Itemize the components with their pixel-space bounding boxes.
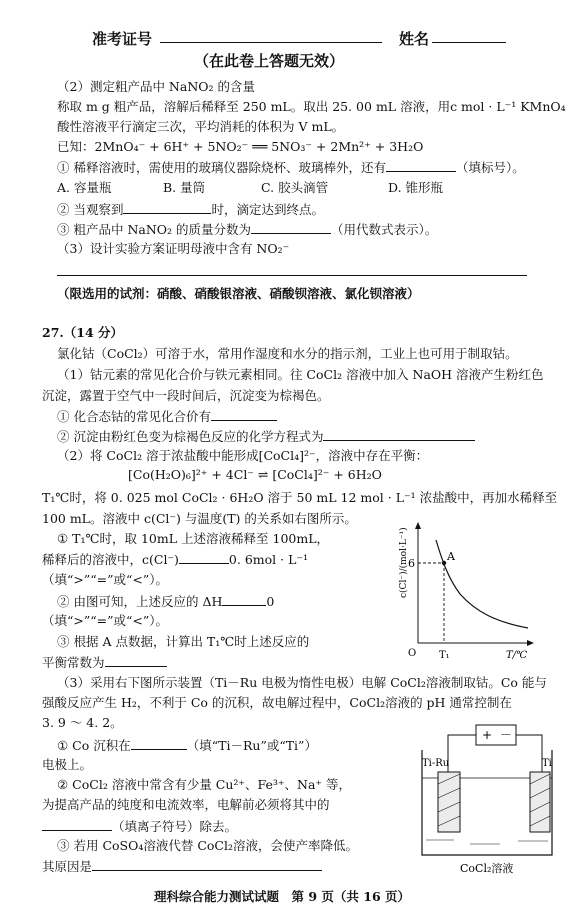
sub2-blank[interactable] [123, 201, 211, 214]
q27-2-sub2 [57, 593, 274, 609]
q27-3-sub1-line2: 电极上。 [42, 757, 93, 772]
electrode-ti-ru [438, 772, 460, 832]
q27-2-sub1-blank[interactable] [179, 551, 229, 564]
q26-2-title: （2）测定粗产品中 NaNO₂ 的含量 [57, 79, 255, 94]
exam-id-label: 准考证号 [92, 30, 153, 48]
q26-2-line1: 称取 m g 粗产品，溶解后稀释至 250 mL。取出 25. 00 mL 溶液，用c mol · L⁻¹ KMnO₄ [57, 99, 566, 114]
label-ti-ru: Ti-Ru [422, 758, 450, 769]
q26-2-reaction [57, 139, 423, 154]
y-axis-label: c(Cl⁻)/(mol·L⁻¹) [399, 527, 409, 598]
q27-2-sub3-line1: ③ 根据 A 点数据，计算出 T₁℃时上述反应的 [57, 634, 310, 649]
y-axis-arrow [415, 522, 421, 529]
minus-sign: － [500, 728, 513, 742]
sub1-tail: （填标号）。 [455, 160, 525, 175]
cl-concentration-graph [388, 518, 538, 666]
q27-2-sub1-value: 0. 6mol · L⁻¹ [228, 552, 308, 567]
q26-3-answer-line[interactable] [57, 275, 527, 276]
wire-left [448, 735, 476, 772]
sub1-blank[interactable] [386, 159, 456, 172]
q27-2-equilibrium: [Co(H₂O)₆]²⁺ + 4Cl⁻ ⇌ [CoCl₄]²⁻ + 6H₂O [128, 467, 382, 482]
name-label: 姓名 [399, 30, 430, 48]
q26-2-sub2 [57, 201, 324, 217]
page-footer: 理科综合能力测试试题 第 9 页（共 16 页） [154, 889, 411, 904]
y-tick-6: 6 [408, 557, 415, 570]
q27-2-sub1-text: 稀释后的溶液中，c(Cl⁻) [42, 552, 179, 567]
reaction-prefix: 已知： [57, 139, 95, 154]
q27-3-sub2-line1: ② CoCl₂ 溶液中常含有少量 Cu²⁺、Fe³⁺、Na⁺ 等， [57, 777, 351, 792]
q27-3-sub1-tail: （填“Ti－Ru”或“Ti”） [186, 738, 317, 753]
option-c: C. 胶头滴管 [261, 180, 329, 195]
sub3-blank[interactable] [251, 221, 331, 234]
electrode-ti [530, 772, 550, 832]
sub2-head: ② 当观察到 [57, 202, 124, 217]
q27-3-sub3-line2 [42, 858, 322, 874]
q27-intro: 氯化钴（CoCl₂）可溶于水，常用作湿度和水分的指示剂，工业上也可用于制取钴。 [57, 346, 518, 361]
sub3-head: ③ 粗产品中 NaNO₂ 的质量分数为 [57, 222, 252, 237]
x-axis-arrow [527, 640, 534, 646]
q27-1-sub2-text: ② 沉淀由粉红色变为棕褐色反应的化学方程式为 [57, 429, 324, 444]
q27-2-sub3-blank[interactable] [105, 654, 167, 667]
reagents-note: （限选用的试剂：硝酸、硝酸银溶液、硝酸钡溶液、氯化钡溶液） [57, 286, 420, 301]
q27-3-sub1-blank[interactable] [131, 737, 187, 750]
q27-1-line1: （1）钴元素的常见化合价与铁元素相同。往 CoCl₂ 溶液中加入 NaOH 溶液产生粉红色 [57, 367, 544, 382]
q27-3-sub2-line2: 为提高产品的纯度和电流效率，电解前必须将其中的 [42, 797, 330, 812]
q27-2-sub2-line2: （填“>”“=”或“<”）。 [42, 613, 169, 628]
q26-3-text: （3）设计实验方案证明母液中含有 NO₂⁻ [57, 241, 290, 256]
sub1-text: ① 稀释溶液时，需使用的玻璃仪器除烧杯、玻璃棒外，还有 [57, 160, 386, 175]
q27-2-sub1-line3: （填“>”“=”或“<”）。 [42, 572, 169, 587]
label-ti: Ti [542, 758, 552, 769]
q27-2-line3: 100 mL。溶液中 c(Cl⁻) 与温度(T) 的关系如右图所示。 [42, 511, 357, 526]
name-line [432, 42, 506, 43]
q27-number: 27.（14 分） [42, 325, 123, 340]
q27-3-sub1-text: ① Co 沉积在 [57, 738, 131, 753]
exam-id-line [160, 42, 382, 43]
q26-2-sub1 [57, 159, 525, 175]
q27-2-sub1-line1: ① T₁℃时，取 10mL 上述溶液稀释至 100mL， [57, 531, 330, 546]
q27-3-sub2-line3 [42, 818, 237, 834]
q27-3-sub2-tail: （填离子符号）除去。 [112, 819, 238, 834]
q27-2-sub2-text: ② 由图可知，上述反应的 ΔH [57, 594, 223, 609]
reaction-equation: 2MnO₄⁻ + 6H⁺ + 5NO₂⁻ ══ 5NO₃⁻ + 2Mn²⁺ + 3H₂O [94, 139, 424, 154]
q27-3-sub3-text: 其原因是 [42, 859, 93, 874]
q27-2-line2: T₁℃时，将 0. 025 mol CoCl₂ · 6H₂O 溶于 50 mL 12 mol · L⁻¹ 浓盐酸中，再加水稀释至 [42, 490, 558, 505]
q27-2-line1: （2）将 CoCl₂ 溶于浓盐酸中能形成[CoCl₄]²⁻，溶液中存在平衡： [57, 448, 429, 463]
wire-right [516, 735, 542, 772]
q27-2-sub2-tail: 0 [266, 594, 275, 609]
q27-1-line2: 沉淀，露置于空气中一段时间后，沉淀变为棕褐色。 [42, 388, 330, 403]
sub2-tail: 时，滴定达到终点。 [211, 202, 324, 217]
q27-3-line1: （3）采用右下图所示装置（Ti－Ru 电极为惰性电极）电解 CoCl₂溶液制取钴。Co 能与 [57, 675, 547, 690]
q27-2-sub2-blank[interactable] [222, 593, 266, 606]
q27-3-sub2-blank[interactable] [42, 818, 112, 831]
option-d: D. 锥形瓶 [388, 180, 444, 195]
point-a-label: A [447, 550, 455, 563]
sub3-tail: （用代数式表示）。 [331, 222, 438, 237]
q27-2-sub3-line2 [42, 654, 167, 670]
q27-2-sub3-text: 平衡常数为 [42, 655, 105, 670]
q27-1-sub1 [57, 408, 277, 424]
q27-1-sub1-text: ① 化合态钴的常见化合价有 [57, 409, 211, 424]
option-b: B. 量筒 [163, 180, 206, 195]
point-a [442, 561, 446, 565]
q27-3-sub1 [57, 737, 317, 753]
q27-1-sub2 [57, 428, 475, 444]
q26-2-sub3 [57, 221, 437, 237]
q27-3-line3: 3. 9 ～ 4. 2。 [42, 715, 123, 730]
electrolysis-apparatus [418, 722, 558, 880]
q27-3-sub3-blank[interactable] [92, 858, 322, 871]
q27-1-sub1-blank[interactable] [211, 408, 277, 421]
q27-1-sub2-blank[interactable] [323, 428, 475, 441]
x-axis-label: T/℃ [506, 650, 528, 661]
q27-3-sub3-line1: ③ 若用 CoSO₄溶液代替 CoCl₂溶液，会使产率降低。 [57, 838, 358, 853]
solution-label: CoCl₂溶液 [460, 862, 514, 875]
origin-label: O [408, 648, 417, 659]
q27-2-sub1-line2 [42, 551, 308, 567]
option-a: A. 容量瓶 [57, 180, 112, 195]
q26-2-line2: 酸性溶液平行滴定三次，平均消耗的体积为 V mL。 [57, 119, 345, 134]
notice: （在此卷上答题无效） [194, 52, 345, 70]
x-tick-t1: T₁ [439, 650, 450, 661]
q27-3-line2: 强酸反应产生 H₂，不利于 Co 的沉积，故电解过程中，CoCl₂溶液的 pH 通常控制在 [42, 695, 512, 710]
plus-sign: + [482, 728, 493, 742]
